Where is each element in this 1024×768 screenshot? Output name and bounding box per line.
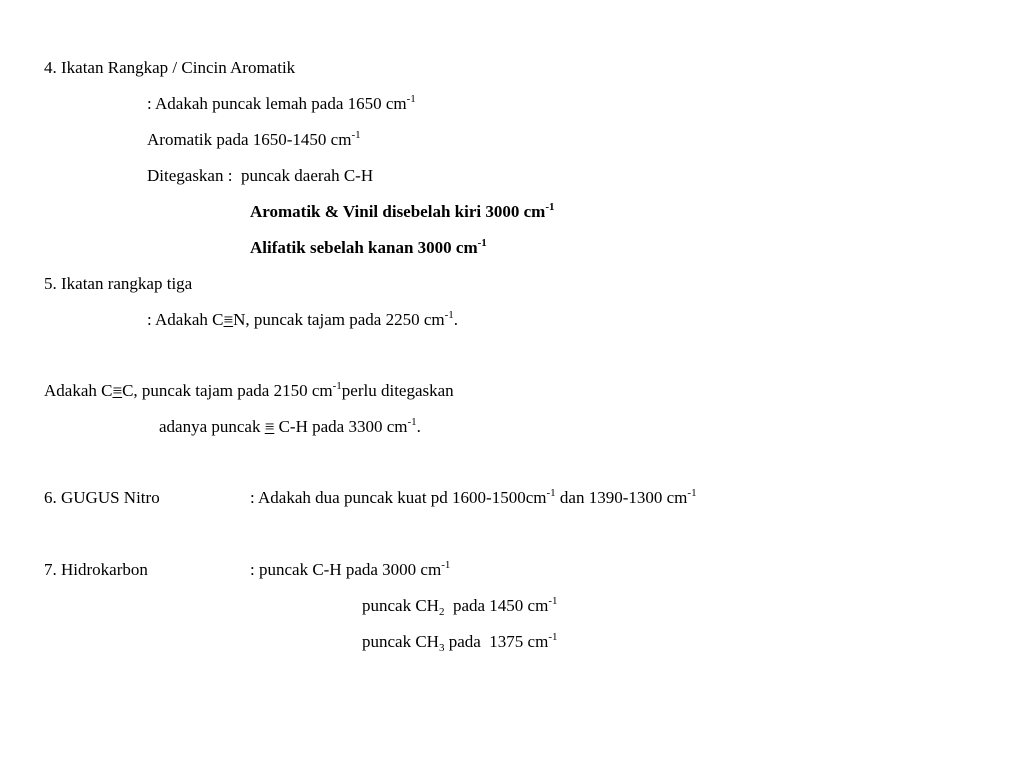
section-5-line-1-post: N, puncak tajam pada 2250 cm (233, 310, 445, 329)
section-7-line-2 (362, 596, 558, 616)
section-4-line-2-text: Aromatik pada 1650-1450 cm (147, 130, 352, 149)
section-5-heading (44, 274, 192, 294)
section-7-line-1-text: : puncak C-H pada 3000 cm (250, 560, 442, 579)
section-4-line-4-text: Aromatik & Vinil disebelah kiri 3000 cm (250, 202, 546, 221)
section-5-line-1-pre: : Adakah C (147, 310, 224, 329)
triple-bond-symbol: ≡ (223, 310, 234, 329)
section-7-line-3-sub: 3 (438, 642, 445, 654)
section-4-line-2 (147, 130, 361, 150)
section-7-line-3-pre: puncak CH (362, 632, 439, 651)
section-6-description (250, 488, 697, 508)
section-7-line-3 (362, 632, 558, 652)
section-5-line-2-end: perlu ditegaskan (341, 381, 454, 400)
section-4-line-4-sup: -1 (545, 201, 555, 213)
section-4-line-5 (250, 238, 487, 258)
section-4-line-1-text: : Adakah puncak lemah pada 1650 cm (147, 94, 407, 113)
section-5-line-1-end: . (453, 310, 459, 329)
section-7-label-text: 7. Hidrokarbon (44, 560, 148, 579)
section-4-line-5-text: Alifatik sebelah kanan 3000 cm (250, 238, 478, 257)
section-7-label (44, 560, 148, 580)
section-7-line-3-sup: -1 (548, 631, 558, 643)
section-6-text-b: dan 1390-1300 cm (555, 488, 688, 507)
section-4-line-4 (250, 202, 554, 222)
triple-bond-symbol: ≡ (264, 417, 275, 436)
section-4-line-1-sup: -1 (406, 93, 416, 105)
section-7-line-3-post: pada 1375 cm (444, 632, 549, 651)
section-4-line-5-sup: -1 (477, 237, 487, 249)
section-5-heading-text: 5. Ikatan rangkap tiga (44, 274, 193, 293)
section-7-line-2-sub: 2 (438, 606, 445, 618)
section-5-line-1 (147, 310, 458, 330)
section-5-line-3 (159, 417, 421, 437)
section-4-line-3 (147, 166, 373, 186)
section-7-line-2-pre: puncak CH (362, 596, 439, 615)
section-5-line-2-sup: -1 (332, 380, 342, 392)
section-4-line-2-sup: -1 (351, 129, 361, 141)
section-4-line-1 (147, 94, 416, 114)
section-6-sup-b: -1 (687, 487, 697, 499)
section-6-label (44, 488, 160, 508)
section-4-line-3-text: Ditegaskan : puncak daerah C-H (147, 166, 374, 185)
section-4-heading-text: 4. Ikatan Rangkap / Cincin Aromatik (44, 58, 296, 77)
section-6-sup-a: -1 (546, 487, 556, 499)
section-4-heading (44, 58, 295, 78)
section-6-label-text: 6. GUGUS Nitro (44, 488, 160, 507)
section-5-line-3-end: . (416, 417, 421, 436)
section-7-line-1-sup: -1 (441, 559, 451, 571)
section-7-line-2-sup: -1 (548, 595, 558, 607)
section-7-line-1 (250, 560, 450, 580)
section-5-line-2 (44, 381, 454, 401)
section-6-text-a: : Adakah dua puncak kuat pd 1600-1500cm (250, 488, 547, 507)
section-5-line-1-sup: -1 (444, 309, 454, 321)
section-5-line-3-sup: -1 (407, 416, 417, 428)
section-7-line-2-post: pada 1450 cm (444, 596, 549, 615)
section-5-line-2-pre: Adakah C (44, 381, 113, 400)
section-5-line-2-post: C, puncak tajam pada 2150 cm (122, 381, 333, 400)
section-5-line-3-pre: adanya puncak (159, 417, 265, 436)
section-5-line-3-post: C-H pada 3300 cm (274, 417, 408, 436)
triple-bond-symbol: ≡ (112, 381, 123, 400)
